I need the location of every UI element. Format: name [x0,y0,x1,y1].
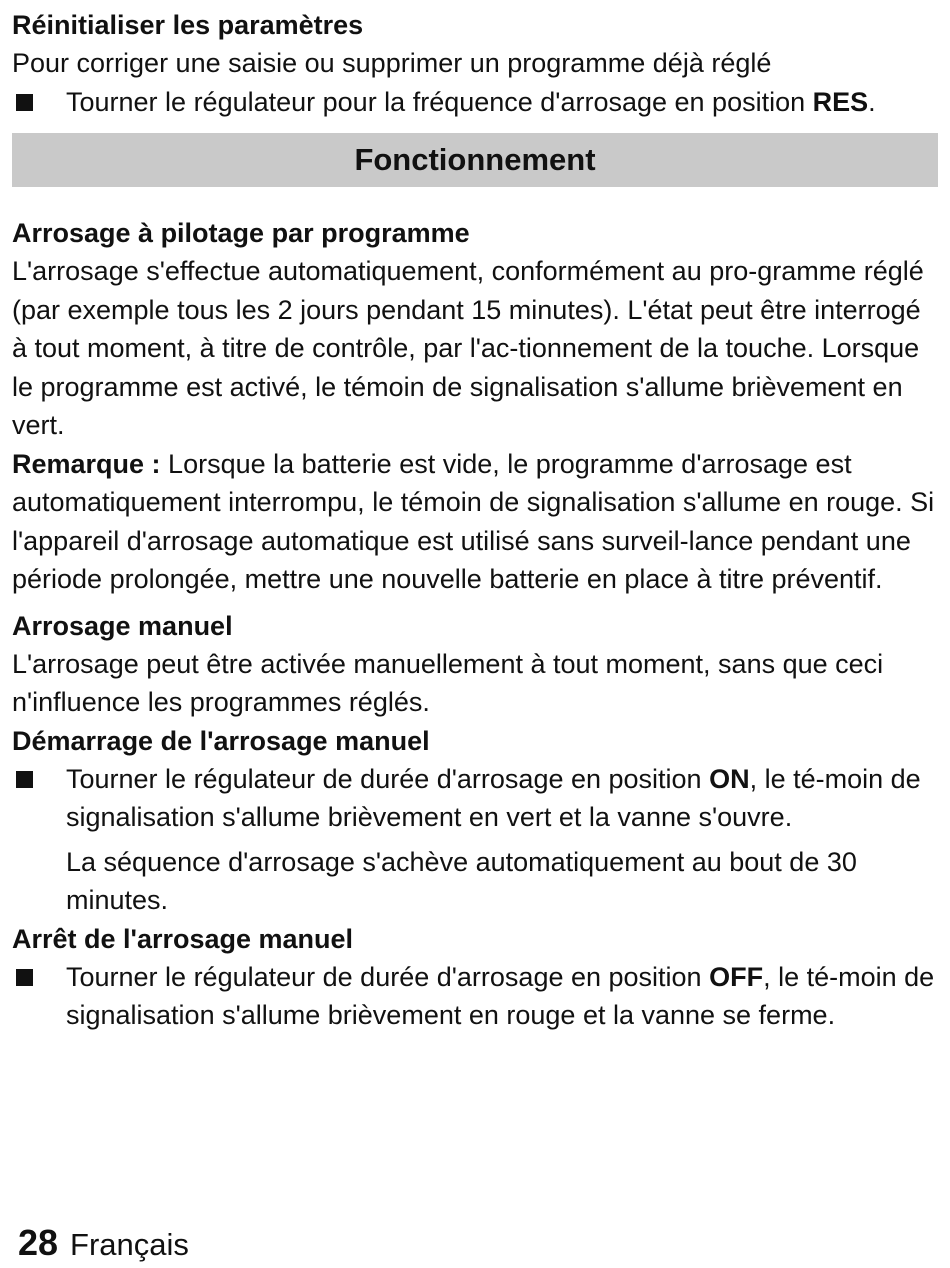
reset-heading: Réinitialiser les paramètres [12,10,364,40]
start-bullet-keyword: ON [709,763,750,794]
stop-heading: Arrêt de l'arrosage manuel [12,923,354,954]
note-text: Lorsque la batterie est vide, le programme d'arrosage est automatiquement interrompu, le témoin de signalisation s'allume en rouge. Si l'appareil d'arrosage automatique est utilisé sans surveil-lance pendant une période prolongée, mettre une nouvelle batterie en place à titre préventif. [12,448,935,594]
stop-bullet-end: , le té-moin de signalisation s'allume brièvement en rouge et la vanne se ferme. [66,961,935,1030]
reset-bullet [12,83,938,122]
reset-bullet-main: Tourner le régulateur pour la fréquence d'arrosage en position [66,86,813,117]
start-heading: Démarrage de l'arrosage manuel [12,725,430,756]
page-number: 28 [18,1222,59,1263]
manual-paragraph: L'arrosage peut être activée manuellement à tout moment, sans que ceci n'influence les programmes réglés. [12,648,884,717]
reset-bullet-text [66,83,938,122]
start-bullet-text [66,760,938,837]
stop-bullet-main: Tourner le régulateur de durée d'arrosage en position [66,961,710,992]
page-language: Français [70,1227,189,1262]
start-bullet-main: Tourner le régulateur de durée d'arrosage en position [66,763,710,794]
square-bullet-icon [16,969,33,986]
stop-bullet [12,958,938,1035]
reset-bullet-keyword: RES [812,86,869,117]
program-heading: Arrosage à pilotage par programme [12,218,470,248]
page-footer [18,1222,189,1264]
stop-bullet-text [66,958,938,1035]
start-followup: La séquence d'arrosage s'achève automatiquement au bout de 30 minutes. [66,846,857,915]
program-paragraph: L'arrosage s'effectue automatiquement, conformément au pro-gramme réglé (par exemple tous les 2 jours pendant 15 minutes). L'état peut être interrogé à tout moment, à titre de contrôle, par l'ac-tionnement de la touche. Lorsque le programme est activé, le témoin de signalisation s'allume brièvement en vert. [12,256,924,440]
reset-intro: Pour corriger une saisie ou supprimer un programme déjà réglé [12,48,772,78]
reset-bullet-end: . [868,86,876,117]
start-bullet [12,760,938,837]
section-banner: Fonctionnement [12,133,938,187]
square-bullet-icon [16,771,33,788]
note-label: Remarque : [12,448,161,479]
manual-heading: Arrosage manuel [12,610,233,641]
square-bullet-icon [16,94,33,111]
stop-bullet-keyword: OFF [709,961,764,992]
program-note [12,445,938,599]
start-bullet-end: , le té-moin de signalisation s'allume brièvement en vert et la vanne s'ouvre. [66,763,921,832]
